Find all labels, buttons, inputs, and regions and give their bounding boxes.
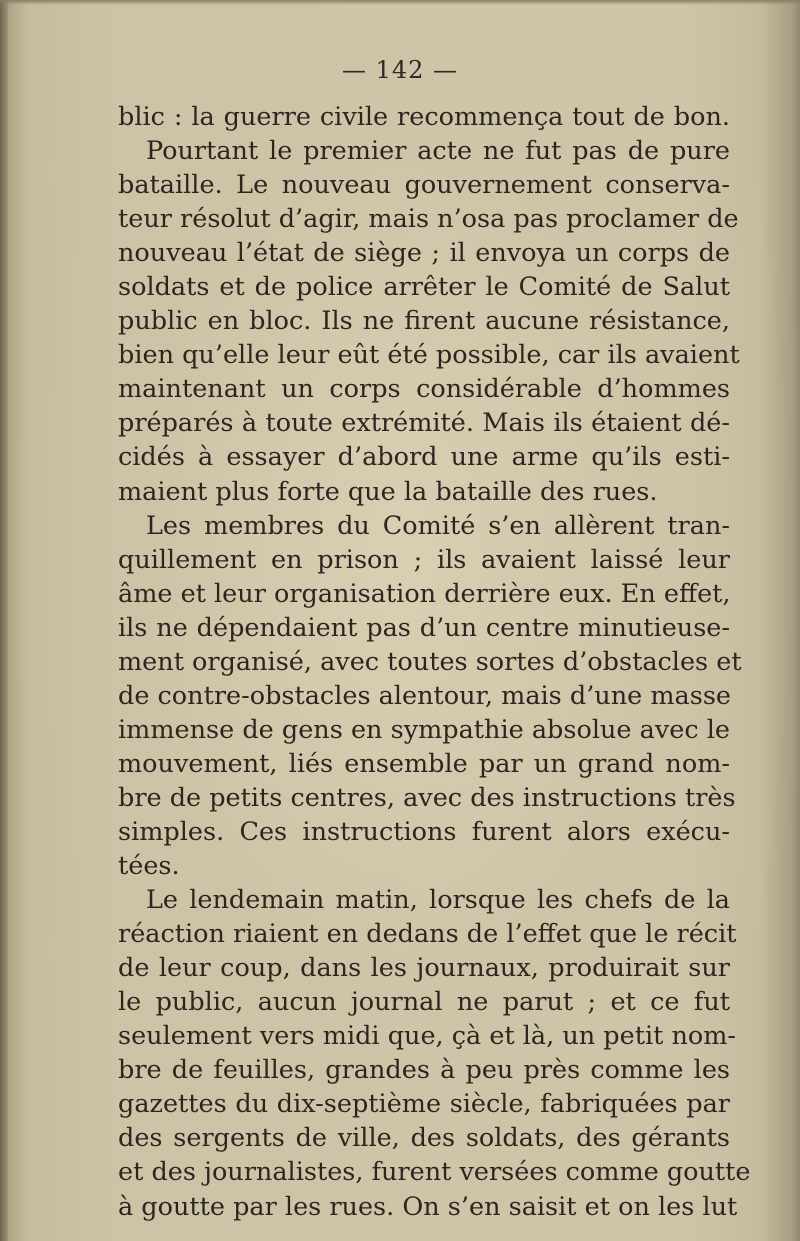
text-line: de contre-obstacles alentour, mais d’une masse	[118, 680, 731, 711]
text-line: Pourtant le premier acte ne fut pas de pure	[146, 136, 730, 167]
text-line: seulement vers midi que, çà et là, un petit nom-	[118, 1021, 737, 1052]
text-line: bre de feuilles, grandes à peu près comme les	[118, 1055, 730, 1086]
text-line: le public, aucun journal ne parut ; et ce fut	[118, 987, 730, 1018]
page-number: — 142 —	[341, 56, 459, 84]
text-line: cidés à essayer d’abord une arme qu’ils esti-	[118, 442, 730, 473]
text-line: bataille. Le nouveau gouvernement conserva-	[118, 170, 730, 201]
text-line: bien qu’elle leur eût été possible, car ils avaient	[118, 340, 740, 371]
body-text	[118, 100, 751, 1224]
text-line: blic : la guerre civile recommença tout de bon.	[118, 102, 730, 132]
text-line: public en bloc. Ils ne firent aucune résistance,	[118, 306, 730, 337]
text-line: ils ne dépendaient pas d’un centre minutieuse-	[118, 612, 730, 643]
text-line: soldats et de police arrêter le Comité de Salut	[118, 272, 730, 303]
text-line: et des journalistes, furent versées comme goutte	[118, 1157, 751, 1188]
text-line: nouveau l’état de siège ; il envoya un corps de	[118, 238, 730, 269]
text-line: simples. Ces instructions furent alors exécu-	[118, 816, 730, 847]
text-line: Les membres du Comité s’en allèrent tran-	[146, 510, 730, 541]
text-line: bre de petits centres, avec des instructions très	[118, 782, 736, 813]
text-line: Le lendemain matin, lorsque les chefs de la	[146, 885, 730, 916]
text-line: maient plus forte que la bataille des rues.	[118, 476, 658, 507]
text-line: gazettes du dix-septième siècle, fabriquées par	[118, 1089, 730, 1120]
page-top-edge	[0, 0, 800, 5]
text-line: quillement en prison ; ils avaient laissé leur	[118, 544, 730, 575]
text-line: préparés à toute extrémité. Mais ils étaient dé-	[118, 408, 730, 439]
page-binding-edge	[0, 0, 8, 1241]
text-line: de leur coup, dans les journaux, produirait sur	[118, 953, 730, 984]
text-line: immense de gens en sympathie absolue avec le	[118, 714, 730, 745]
text-line: à goutte par les rues. On s’en saisit et on les lut	[118, 1191, 738, 1222]
text-line: teur résolut d’agir, mais n’osa pas proclamer de	[118, 204, 739, 235]
text-line: mouvement, liés ensemble par un grand nom-	[118, 748, 730, 779]
text-line: âme et leur organisation derrière eux. En effet,	[118, 578, 731, 609]
text-line: ment organisé, avec toutes sortes d’obstacles et	[118, 646, 742, 677]
text-line: des sergents de ville, des soldats, des gérants	[118, 1123, 730, 1154]
text-line: réaction riaient en dedans de l’effet que le récit	[118, 919, 737, 950]
text-line: maintenant un corps considérable d’hommes	[118, 374, 730, 405]
text-line: tées.	[118, 851, 180, 882]
